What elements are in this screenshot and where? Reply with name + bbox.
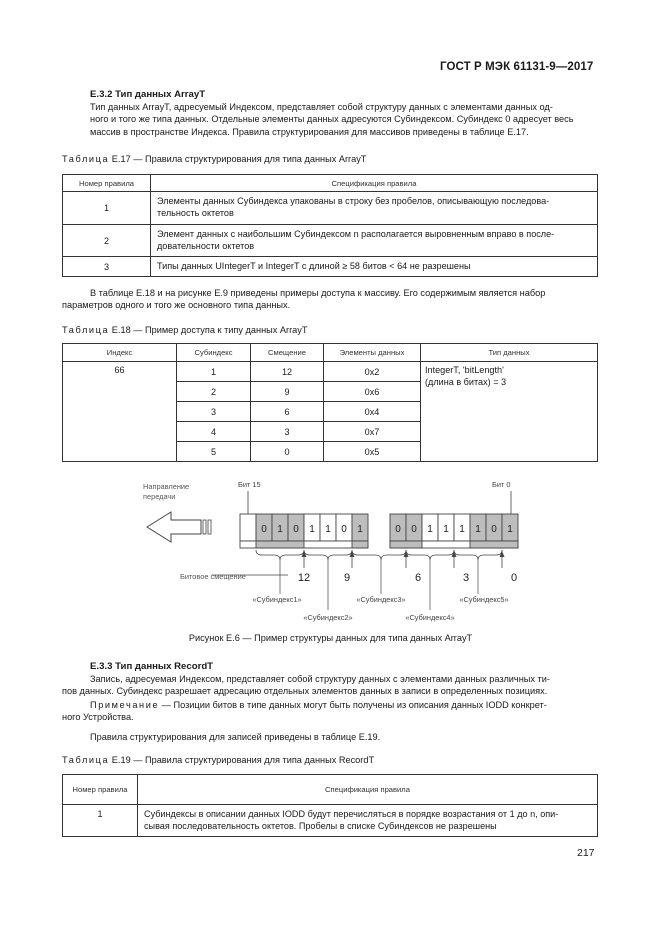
offset-value: 9 — [343, 572, 351, 584]
bit-value: 1 — [459, 524, 465, 535]
table-row — [63, 805, 598, 837]
text-line: Запись, адресуемая Индексом, представляет собой структуру данных с элементами данных различных ти- — [90, 674, 550, 684]
rule-spec — [151, 257, 598, 277]
subindex-braces — [256, 550, 502, 560]
text-line: массив в пространстве Индекса. Правила структурирования для массивов приведены в таблице Е.17. — [90, 126, 529, 137]
section-heading-e32: Е.3.2 Тип данных ArrayT — [90, 89, 206, 100]
note-text: — Позиции битов в типе данных могут быть получены из описания данных IODD конкрет- — [159, 700, 547, 710]
column-header: Номер правила — [63, 775, 138, 805]
table-e19 — [62, 774, 598, 837]
column-header: Индекс — [63, 344, 177, 362]
bit-value: 0 — [341, 524, 347, 535]
text-line: Типы данных UIntegerT и IntegerT с длиной ≥ 58 битов < 64 не разрешены — [157, 260, 471, 271]
offset-cell: 9 — [251, 382, 324, 402]
bit-value: 0 — [411, 524, 417, 535]
offset-cell: 0 — [251, 442, 324, 462]
bit-value: 1 — [277, 524, 283, 535]
table-e17 — [62, 174, 598, 277]
bit15-label: Бит 15 — [238, 480, 261, 489]
note — [62, 699, 598, 724]
offset-cell: 12 — [251, 362, 324, 382]
rule-spec — [138, 805, 598, 837]
type-cell — [421, 362, 598, 462]
bit-value: 0 — [261, 524, 267, 535]
rule-number: 1 — [63, 805, 138, 837]
text-line: ного Устройства. — [62, 712, 134, 723]
text-line: (длина в битах) = 3 — [425, 376, 507, 387]
table-caption-e19 — [62, 755, 374, 765]
value-cell: 0x5 — [324, 442, 421, 462]
subindex-label: «Субиндекс2» — [303, 613, 353, 622]
rule-number: 3 — [63, 257, 151, 277]
bit-value: 0 — [293, 524, 299, 535]
text-line: Элементы данных Субиндекса упакованы в строку без пробелов, описывающую последова- — [157, 196, 550, 207]
offset-value: 3 — [462, 572, 470, 584]
offset-value: 0 — [510, 572, 518, 584]
column-header: Спецификация правила — [151, 175, 598, 192]
value-cell: 0x4 — [324, 402, 421, 422]
note-label: Примечание — [90, 700, 160, 710]
offset-value: 12 — [297, 572, 311, 584]
paragraph-rules: Правила структурирования для записей приведены в таблице Е.19. — [90, 732, 381, 742]
paragraph-e32 — [90, 101, 598, 138]
table-row — [63, 257, 598, 277]
offset-value: 6 — [414, 572, 422, 584]
bit-value: 0 — [395, 524, 401, 535]
text-line: пов данных. Субиндекс разрешает адресацию отдельных элементов данных в записи в определенных позициях. — [62, 686, 548, 697]
text-line: Тип данных ArrayT, адресуемый Индексом, представляет собой структуру данных с элементами данных од- — [90, 102, 553, 112]
column-header: Субиндекс — [177, 344, 251, 362]
table-row — [63, 225, 598, 257]
bit-value: 1 — [427, 524, 433, 535]
direction-label: Направление — [143, 482, 190, 491]
paragraph-e18 — [62, 287, 598, 312]
column-header: Спецификация правила — [138, 775, 598, 805]
subindex-cell: 2 — [177, 382, 251, 402]
subindex-label: «Субиндекс4» — [405, 613, 455, 622]
table-label: Таблица — [62, 154, 110, 164]
transfer-direction-arrow-icon — [147, 512, 211, 542]
subindex-cell: 5 — [177, 442, 251, 462]
value-cell: 0x7 — [324, 422, 421, 442]
offset-cell: 6 — [251, 402, 324, 422]
table-label: Таблица — [62, 755, 110, 765]
table-label: Таблица — [62, 325, 110, 335]
subindex-label: «Субиндекс3» — [356, 595, 406, 604]
bit-value: 1 — [443, 524, 449, 535]
table-caption-text: Е.18 — Пример доступа к типу данных ArrayT — [109, 325, 308, 335]
octet-low — [390, 514, 518, 548]
subindex-cell: 3 — [177, 402, 251, 422]
bit-value: 1 — [357, 524, 363, 535]
text-line: тельность октетов — [157, 208, 234, 218]
subindex-cell: 1 — [177, 362, 251, 382]
bit-value: 1 — [325, 524, 331, 535]
table-caption-text: Е.19 — Правила структурирования для типа данных RecordT — [109, 755, 375, 765]
text-line: Элемент данных с наибольшим Субиндексом n располагается выровненным вправо в после- — [157, 228, 555, 239]
text-line: Субиндексы в описании данных IODD будут перечисляться в порядке возрастания от 1 до n, опи- — [144, 808, 559, 819]
text-line: В таблице Е.18 и на рисунке Е.9 приведены примеры доступа к массиву. Его содержимым является набор — [90, 288, 546, 298]
text-line: сывая последовательность октетов. Пробелы в списке Субиндексов не разрешены — [144, 820, 497, 831]
standard-header: ГОСТ Р МЭК 61131-9—2017 — [440, 61, 594, 73]
page-number: 217 — [577, 847, 595, 859]
rule-spec — [151, 225, 598, 257]
column-header: Смещение — [251, 344, 324, 362]
column-header: Элементы данных — [324, 344, 421, 362]
text-line: параметров одного и того же основного типа данных. — [62, 300, 291, 311]
table-row — [63, 192, 598, 225]
bit-value: 1 — [309, 524, 315, 535]
offset-cell: 3 — [251, 422, 324, 442]
table-caption-text: Е.17 — Правила структурирования для типа данных ArrayT — [109, 154, 367, 164]
rule-number: 2 — [63, 225, 151, 257]
table-caption-e18 — [62, 325, 307, 335]
subindex-cell: 4 — [177, 422, 251, 442]
table-row — [63, 362, 598, 382]
text-line: IntegerT, 'bitLength' — [425, 365, 504, 375]
table-e18 — [62, 343, 598, 462]
rule-spec — [151, 192, 598, 225]
index-cell: 66 — [63, 362, 177, 462]
direction-label: передачи — [143, 492, 176, 501]
subindex-label: «Субиндекс5» — [459, 595, 509, 604]
bit-value: 1 — [475, 524, 481, 535]
octet-high — [240, 514, 368, 548]
bit-value: 0 — [491, 524, 497, 535]
offset-arrows — [212, 550, 502, 575]
figure-caption: Рисунок Е.6 — Пример структуры данных для типа данных ArrayT — [188, 633, 473, 643]
figure-e6-diagram — [0, 470, 661, 630]
value-cell: 0x6 — [324, 382, 421, 402]
table-caption-e17 — [62, 154, 366, 164]
value-cell: 0x2 — [324, 362, 421, 382]
rule-number: 1 — [63, 192, 151, 225]
text-line: довательности октетов — [157, 240, 255, 251]
offset-label: Битовое смещение — [180, 572, 246, 581]
bit-value: 1 — [507, 524, 513, 535]
text-line: ного и того же типа данных. Отдельные элементы данных адресуются Субиндексом. Субиндекс 0 адресует весь — [90, 114, 574, 125]
section-heading-e33: Е.3.3 Тип данных RecordT — [90, 661, 214, 672]
bit0-label: Бит 0 — [492, 480, 511, 489]
subindex-label: «Субиндекс1» — [252, 595, 302, 604]
column-header: Номер правила — [63, 175, 151, 192]
column-header: Тип данных — [421, 344, 598, 362]
paragraph-e33 — [62, 673, 598, 698]
